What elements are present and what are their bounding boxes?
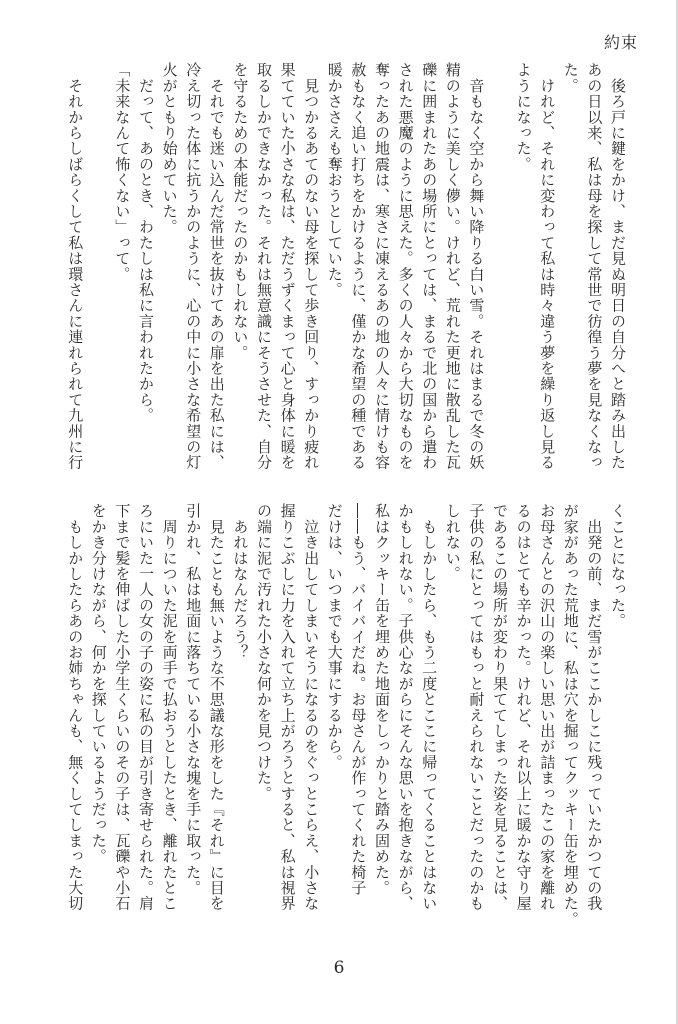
text-column: 精のように美しく儚い。けれど、荒れた更地に散乱した瓦: [443, 62, 462, 471]
text-column: だけは、いつまでも大事にするから。: [325, 503, 344, 770]
text-column: お母さんとの沢山の楽しい思い出が詰まったこの家を離れ: [538, 503, 557, 912]
text-column: 握りこぶしに力を入れて立ち上がろうとすると、私は視界: [278, 503, 297, 912]
chapter-title: 約束: [603, 33, 638, 52]
text-column: かもしれない。子供心ながらにそんな思いを抱きながら、: [396, 503, 415, 912]
text-column: 奪ったあの地震は、寒さに凍えるあの地の人々に情けも容: [373, 62, 391, 471]
text-column: 後ろ戸に鍵をかけ、まだ見ぬ明日の自分へと踏み出した: [609, 62, 627, 471]
text-column: あの日以来、私は母を探して常世で彷徨う夢を見なくなっ: [585, 62, 604, 471]
text-column: の端に泥で汚れた小さな何かを見つけた。: [255, 503, 273, 802]
text-column: 暖かささえも奪おうとしていた。: [325, 62, 344, 298]
text-column: が家があった荒地に、私は穴を掘ってクッキー缶を埋めた。: [561, 503, 580, 927]
text-column: された悪魔のように思えた。多くの人々から大切なものを: [396, 62, 415, 471]
text-column: 私はクッキー缶を埋めた地面をしっかりと踏み固めた。: [373, 503, 391, 896]
text-column: 子供の私にとってはもっと耐えられないことだったのかも: [467, 503, 486, 912]
text-column: あれはなんだろう？: [231, 503, 250, 660]
text-column: 出発の前、まだ雪がここかしこに残っていたかつての我: [585, 503, 604, 912]
text-column: ――もう、バイバイだね。お母さんが作ってくれた椅子: [349, 503, 368, 896]
text-column: 下まで髪を伸ばした小学生くらいのその子は、瓦礫や小石: [113, 503, 132, 912]
text-column: くことになった。: [609, 503, 627, 629]
text-column: 見たことも無いような不思議な形をした『それ』に目を: [207, 503, 226, 912]
text-column: 果てていた小さな私は、ただうずくまって心と身体に暖を: [278, 62, 297, 471]
text-column: 音もなく空から舞い降りる白い雪。それはまるで冬の妖: [467, 62, 486, 471]
text-column: であるこの場所が変わり果ててしまった姿を見ることは、: [491, 503, 509, 912]
text-column: ようになった。: [514, 62, 533, 172]
text-column: た。: [561, 62, 580, 94]
text-column: それでも迷い込んだ常世を抜けてあの扉を出た私には、: [207, 62, 226, 471]
text-column: 赦もなく追い打ちをかけるように、僅かな希望の種である: [349, 62, 368, 471]
text-column: るのはとても辛かった。けれど、それ以上に暖かな守り屋: [514, 503, 533, 912]
text-column: 引かれ、私は地面に落ちている小さな塊を手に取った。: [184, 503, 203, 896]
text-column: しれない。: [443, 503, 462, 582]
page-number: 6: [333, 958, 345, 978]
text-column: 周りについた泥を両手で払おうとしたとき、離れたとこ: [160, 503, 179, 912]
text-column: もしかしたら、もう二度とここに帰ってくることはない: [420, 503, 439, 912]
text-column: だって、あのとき、わたしは私に言われたから。: [137, 62, 155, 424]
text-column: を守るための本能だったのかもしれない。: [231, 62, 250, 361]
text-column: 礫に囲まれたあの場所にとっては、まるで北の国から遣わ: [420, 62, 439, 471]
text-column: をかき分けながら、何かを探しているようだった。: [89, 503, 108, 865]
text-column: けれど、それに変わって私は時々違う夢を繰り返し見る: [538, 62, 557, 471]
text-column: もしかしたらあのお姉ちゃんも、無くしてしまった大切: [66, 503, 85, 912]
text-column: 「未来なんて怖くない」って。: [113, 62, 132, 282]
text-column: ろにいた一人の女の子の姿に私の目が引き寄せられた。肩: [137, 503, 155, 912]
text-column: 火がともり始めていた。: [160, 62, 179, 235]
text-column: それからしばらくして私は環さんに連れられて九州に行: [66, 62, 85, 471]
text-column: 泣き出してしまいそうになるのをぐっとこらえ、小さな: [302, 503, 321, 912]
text-column: 取るしかできなかった。それは無意識にそうさせた、自分: [255, 62, 273, 471]
text-column: 見つかるあてのない母を探して歩き回り、すっかり疲れ: [302, 62, 321, 471]
text-column: 冷え切った体に抗うかのように、心の中に小さな希望の灯: [184, 62, 203, 471]
